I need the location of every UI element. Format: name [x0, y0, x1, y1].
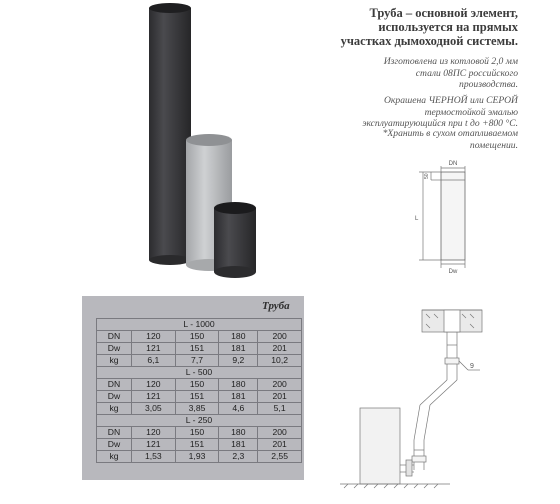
- table-cell: 181: [219, 439, 258, 451]
- section-header-row: [97, 319, 302, 331]
- section-name: L - 250: [97, 415, 302, 427]
- row-label: kg: [97, 355, 132, 367]
- floor: [340, 484, 450, 488]
- tall-black-pipe: [149, 3, 191, 265]
- row-label: Dw: [97, 439, 132, 451]
- spec-table-title: Труба: [262, 300, 290, 312]
- product-title: [290, 6, 518, 48]
- table-cell: 2,55: [258, 451, 302, 463]
- callout-number: 9: [470, 363, 474, 370]
- table-row: [97, 403, 302, 415]
- table-cell: 181: [219, 343, 258, 355]
- title-line-2: используется на прямых: [378, 20, 518, 34]
- coating-line-3: эксплуатирующийся при t до +800 °С.: [362, 118, 518, 129]
- storage-line-1: *Хранить в сухом отапливаемом: [382, 128, 518, 139]
- table-cell: 151: [175, 391, 219, 403]
- table-row: [97, 331, 302, 343]
- row-label: Dw: [97, 391, 132, 403]
- material-line-1: Изготовлена из котловой 2,0 мм: [383, 56, 518, 67]
- short-black-pipe: [214, 202, 256, 278]
- table-cell: 180: [219, 331, 258, 343]
- storage-note: [338, 128, 518, 151]
- table-cell: 150: [175, 331, 219, 343]
- title-line-1: Труба – основной элемент,: [369, 6, 518, 20]
- table-cell: 121: [132, 439, 176, 451]
- storage-line-2: помещении.: [469, 139, 518, 151]
- table-cell: 3,05: [132, 403, 176, 415]
- section-header-row: [97, 415, 302, 427]
- table-cell: 3,85: [175, 403, 219, 415]
- table-cell: 9,2: [219, 355, 258, 367]
- table-cell: 151: [175, 343, 219, 355]
- coating-line-2: термостойкой эмалью: [424, 106, 518, 118]
- table-cell: 7,7: [175, 355, 219, 367]
- pipes-illustration: [140, 0, 270, 280]
- table-row: [97, 379, 302, 391]
- coating-line-1: Окрашена ЧЕРНОЙ или СЕРОЙ: [383, 95, 518, 106]
- installation-diagram: [330, 300, 530, 495]
- coating-description: [338, 95, 518, 130]
- ceiling-slab: [422, 310, 482, 332]
- table-cell: 10,2: [258, 355, 302, 367]
- table-cell: 201: [258, 343, 302, 355]
- table-cell: 180: [219, 379, 258, 391]
- table-cell: 200: [258, 331, 302, 343]
- table-cell: 150: [175, 379, 219, 391]
- table-cell: 201: [258, 391, 302, 403]
- stove: [360, 408, 414, 484]
- table-cell: 5,1: [258, 403, 302, 415]
- table-cell: 151: [175, 439, 219, 451]
- row-label: DN: [97, 379, 132, 391]
- row-label: Dw: [97, 343, 132, 355]
- table-cell: 1,93: [175, 451, 219, 463]
- table-cell: 150: [175, 427, 219, 439]
- table-cell: 200: [258, 427, 302, 439]
- table-cell: 2,3: [219, 451, 258, 463]
- table-row: [97, 343, 302, 355]
- table-cell: 200: [258, 379, 302, 391]
- pipe-dimension-drawing: [405, 160, 475, 275]
- table-cell: 180: [219, 427, 258, 439]
- table-cell: 181: [219, 391, 258, 403]
- material-line-2: стали 08ПС российского: [415, 67, 518, 79]
- row-label: kg: [97, 451, 132, 463]
- table-row: [97, 451, 302, 463]
- dim-50-label: 50: [424, 173, 430, 179]
- dw-label: Dw: [448, 269, 458, 275]
- length-label: L: [415, 216, 419, 222]
- table-row: [97, 427, 302, 439]
- table-cell: 120: [132, 331, 176, 343]
- material-line-3: производства.: [459, 79, 518, 90]
- section-header-row: [97, 367, 302, 379]
- row-label: kg: [97, 403, 132, 415]
- title-line-3: участках дымоходной системы.: [340, 34, 518, 48]
- chimney-pipe: [412, 332, 459, 470]
- material-description: [338, 56, 518, 91]
- table-row: [97, 355, 302, 367]
- table-cell: 121: [132, 343, 176, 355]
- table-cell: 120: [132, 379, 176, 391]
- table-row: [97, 439, 302, 451]
- row-label: DN: [97, 427, 132, 439]
- table-cell: 1,53: [132, 451, 176, 463]
- section-name: L - 1000: [97, 319, 302, 331]
- table-cell: 4,6: [219, 403, 258, 415]
- table-cell: 121: [132, 391, 176, 403]
- row-label: DN: [97, 331, 132, 343]
- table-row: [97, 391, 302, 403]
- spec-table: [96, 318, 302, 463]
- section-name: L - 500: [97, 367, 302, 379]
- dn-label: DN: [448, 161, 458, 167]
- table-cell: 120: [132, 427, 176, 439]
- table-cell: 6,1: [132, 355, 176, 367]
- table-cell: 201: [258, 439, 302, 451]
